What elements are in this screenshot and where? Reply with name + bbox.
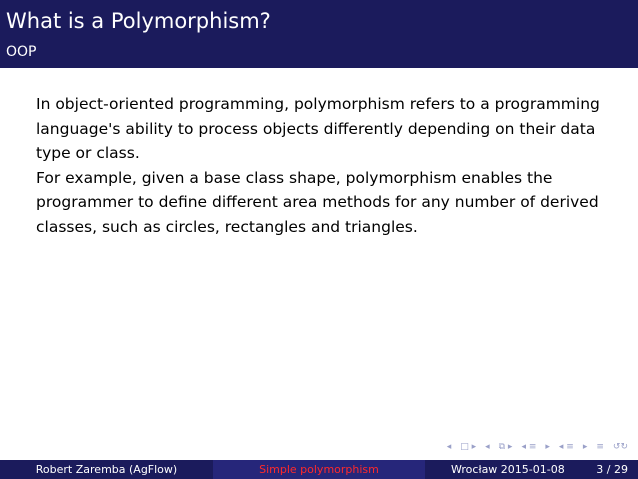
frame-next-icon[interactable]: □ ▸ bbox=[460, 442, 477, 452]
align-icon[interactable]: ≡ bbox=[596, 442, 604, 452]
footer-info bbox=[425, 460, 638, 479]
footer-page-number: 3 / 29 bbox=[596, 463, 628, 476]
section-prev-icon[interactable]: ◂ ≡ bbox=[521, 442, 537, 452]
slide-footer bbox=[0, 460, 638, 479]
body-paragraph-example: For example, given a base class shape, polymorphism enables the programmer to define different area methods for any number of derived classes, such as circles, rectangles and triangles. bbox=[36, 168, 599, 236]
slide-next-icon[interactable]: ▸ bbox=[582, 442, 588, 452]
subsection-next-icon[interactable]: ⧉ ▸ bbox=[498, 442, 513, 452]
slide-subtitle: OOP bbox=[6, 44, 37, 60]
footer-short-title: Simple polymorphism bbox=[213, 460, 425, 479]
slide-body bbox=[36, 92, 616, 239]
section-next-icon[interactable]: ▸ bbox=[545, 442, 550, 452]
frame-prev-icon[interactable]: ◂ bbox=[446, 442, 452, 452]
beamer-navigation-bar bbox=[447, 442, 628, 452]
body-paragraph-definition: In object-oriented programming, polymorphism refers to a programming language's ability to process objects differently depending on their data type or class. bbox=[36, 95, 600, 162]
slide-header bbox=[0, 0, 638, 68]
search-icon[interactable]: ↺↻ bbox=[612, 442, 628, 452]
footer-place-date: Wrocław 2015-01-08 bbox=[451, 463, 565, 476]
subsection-prev-icon[interactable]: ◂ bbox=[485, 442, 490, 452]
slide-prev-icon[interactable]: ◂ ≡ bbox=[558, 442, 574, 452]
slide-title: What is a Polymorphism? bbox=[6, 9, 271, 33]
footer-author: Robert Zaremba (AgFlow) bbox=[0, 460, 213, 479]
